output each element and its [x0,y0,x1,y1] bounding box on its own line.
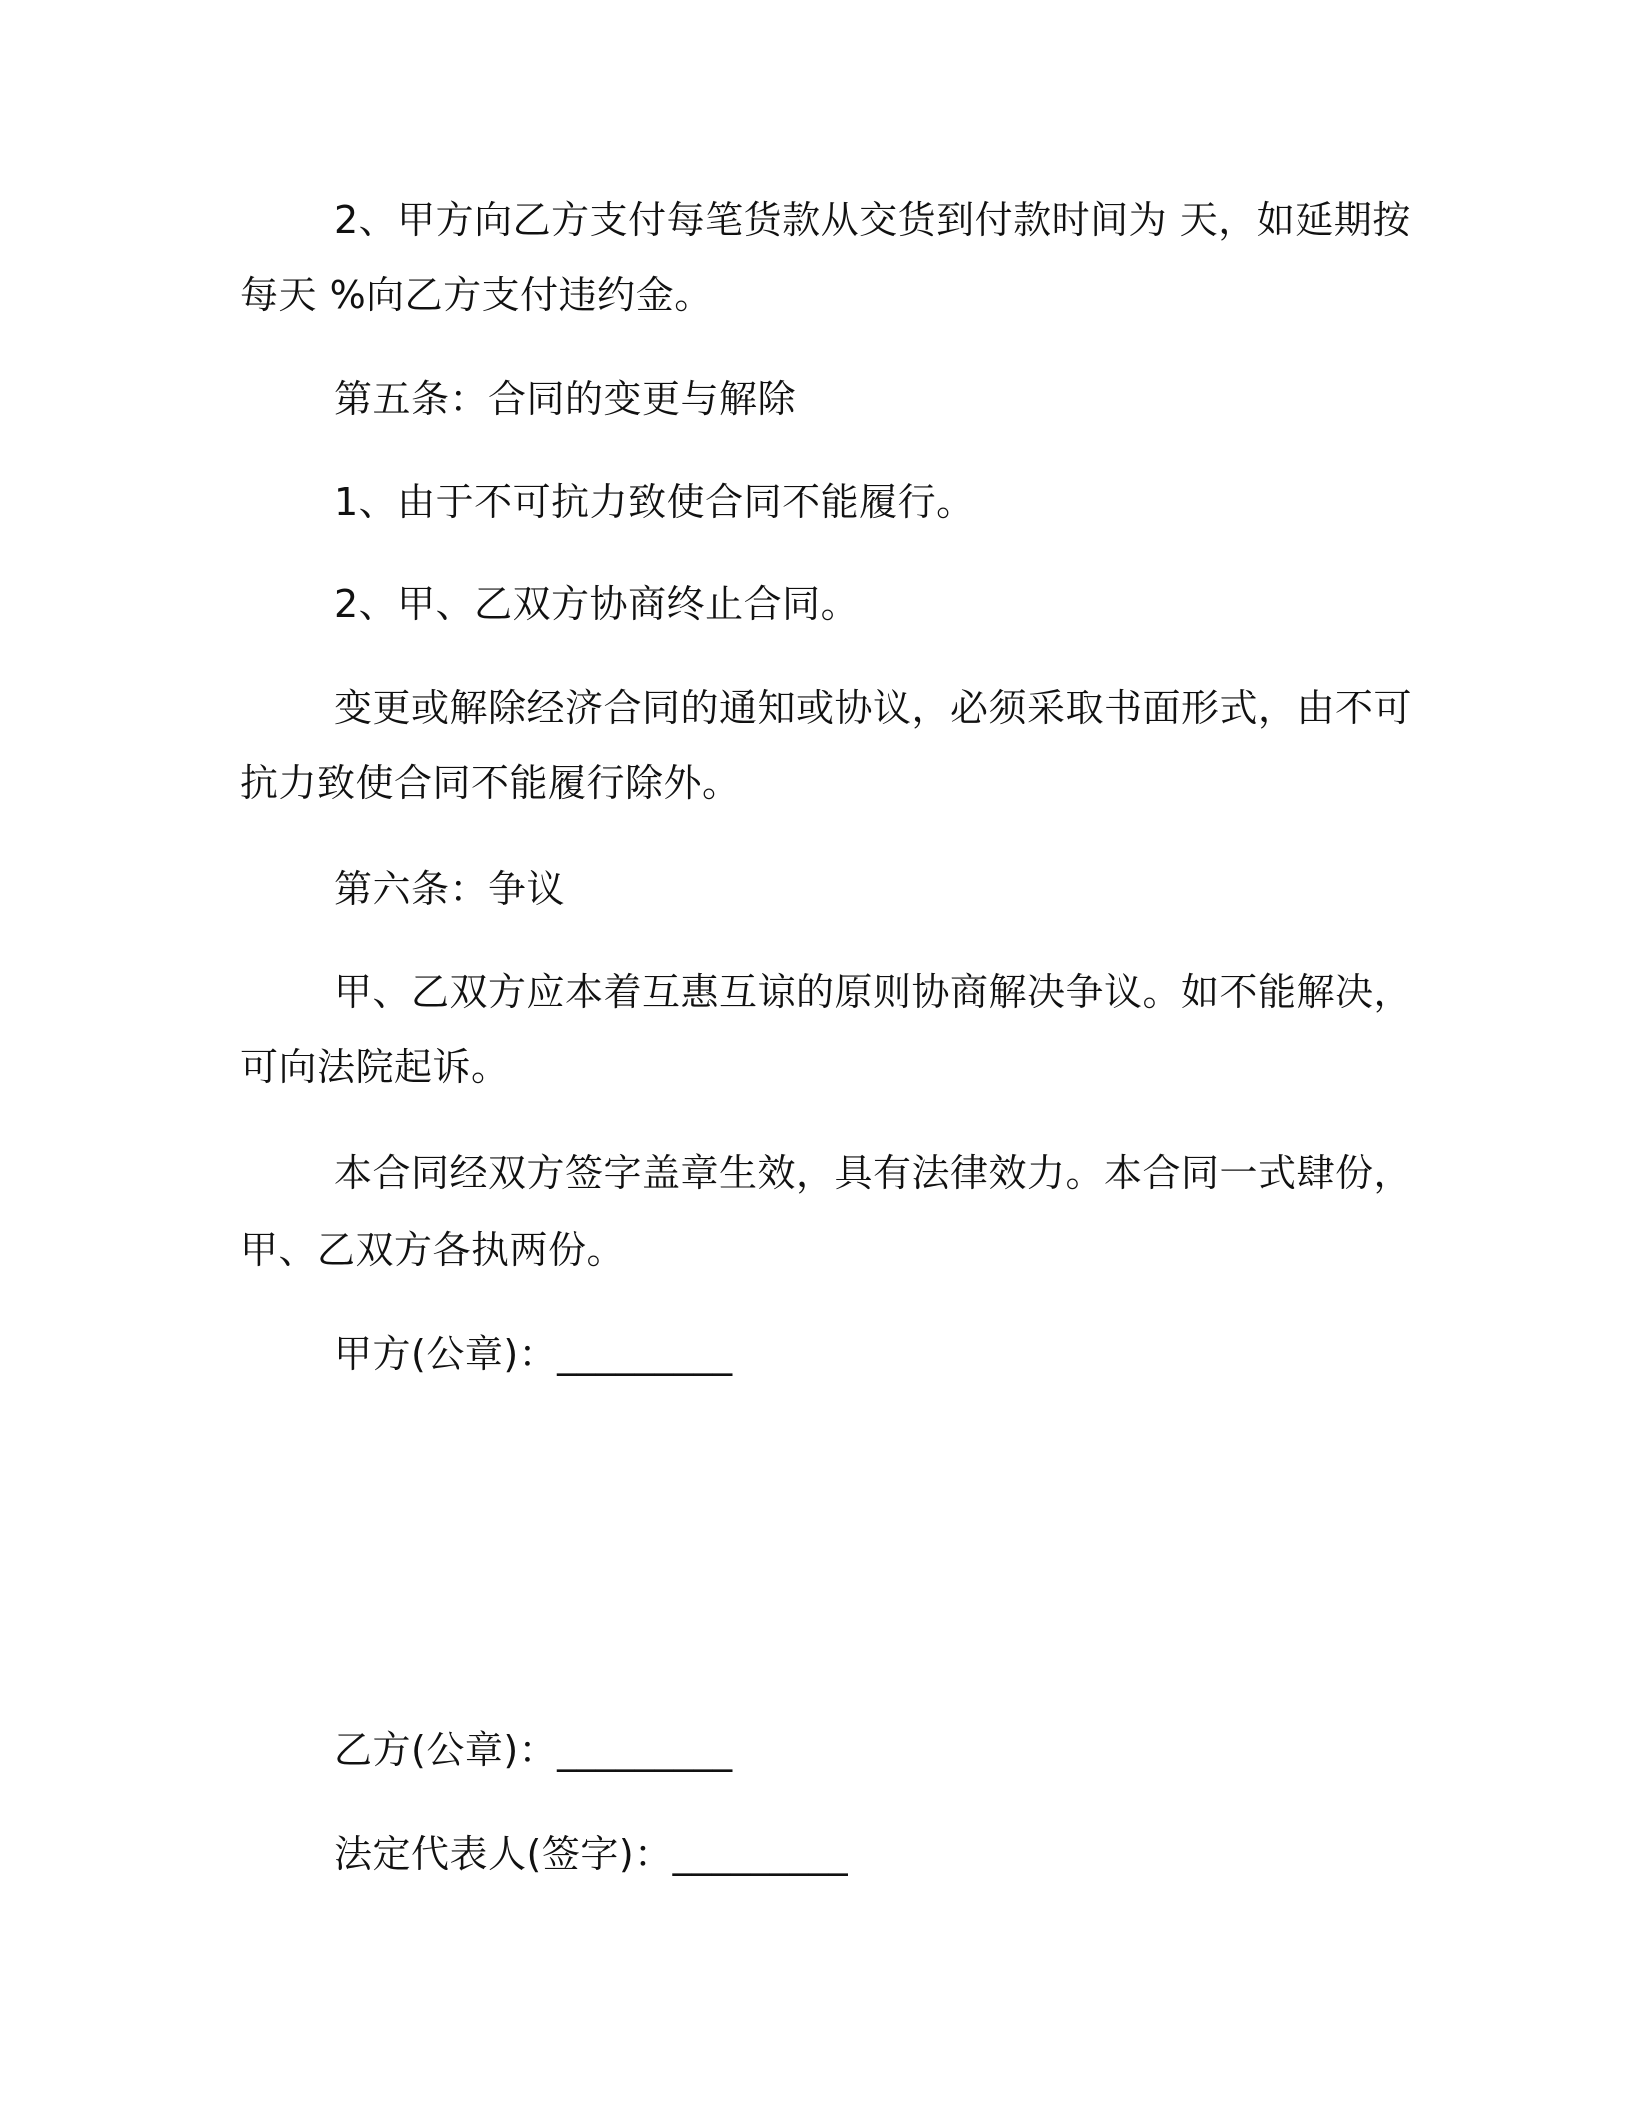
party-b-signature: 乙方(公章)：_________ [334,1728,733,1772]
article-5-item-1: 1、由于不可抗力致使合同不能履行。 [334,480,975,524]
payment-clause-line-2: 每天 %向乙方支付违约金。 [240,273,713,317]
article-5-note-line-2: 抗力致使合同不能履行除外。 [240,761,741,805]
article-5-heading: 第五条：合同的变更与解除 [334,377,797,421]
article-5-item-2: 2、甲、乙双方协商终止合同。 [334,582,860,626]
legal-rep-signature: 法定代表人(签字)：_________ [334,1832,849,1876]
payment-clause-line-1: 2、甲方向乙方支付每笔货款从交货到付款时间为 天，如延期按 [334,198,1411,242]
effect-line-1: 本合同经双方签字盖章生效，具有法律效力。本合同一式肆份， [334,1151,1413,1195]
article-6-heading: 第六条：争议 [334,867,566,911]
article-6-text-line-2: 可向法院起诉。 [240,1045,510,1089]
effect-line-2: 甲、乙双方各执两份。 [240,1228,626,1272]
article-6-text-line-1: 甲、乙双方应本着互惠互谅的原则协商解决争议。如不能解决， [334,970,1413,1014]
article-5-note-line-1: 变更或解除经济合同的通知或协议，必须采取书面形式，由不可 [334,686,1413,730]
party-a-signature: 甲方(公章)：_________ [334,1332,733,1376]
